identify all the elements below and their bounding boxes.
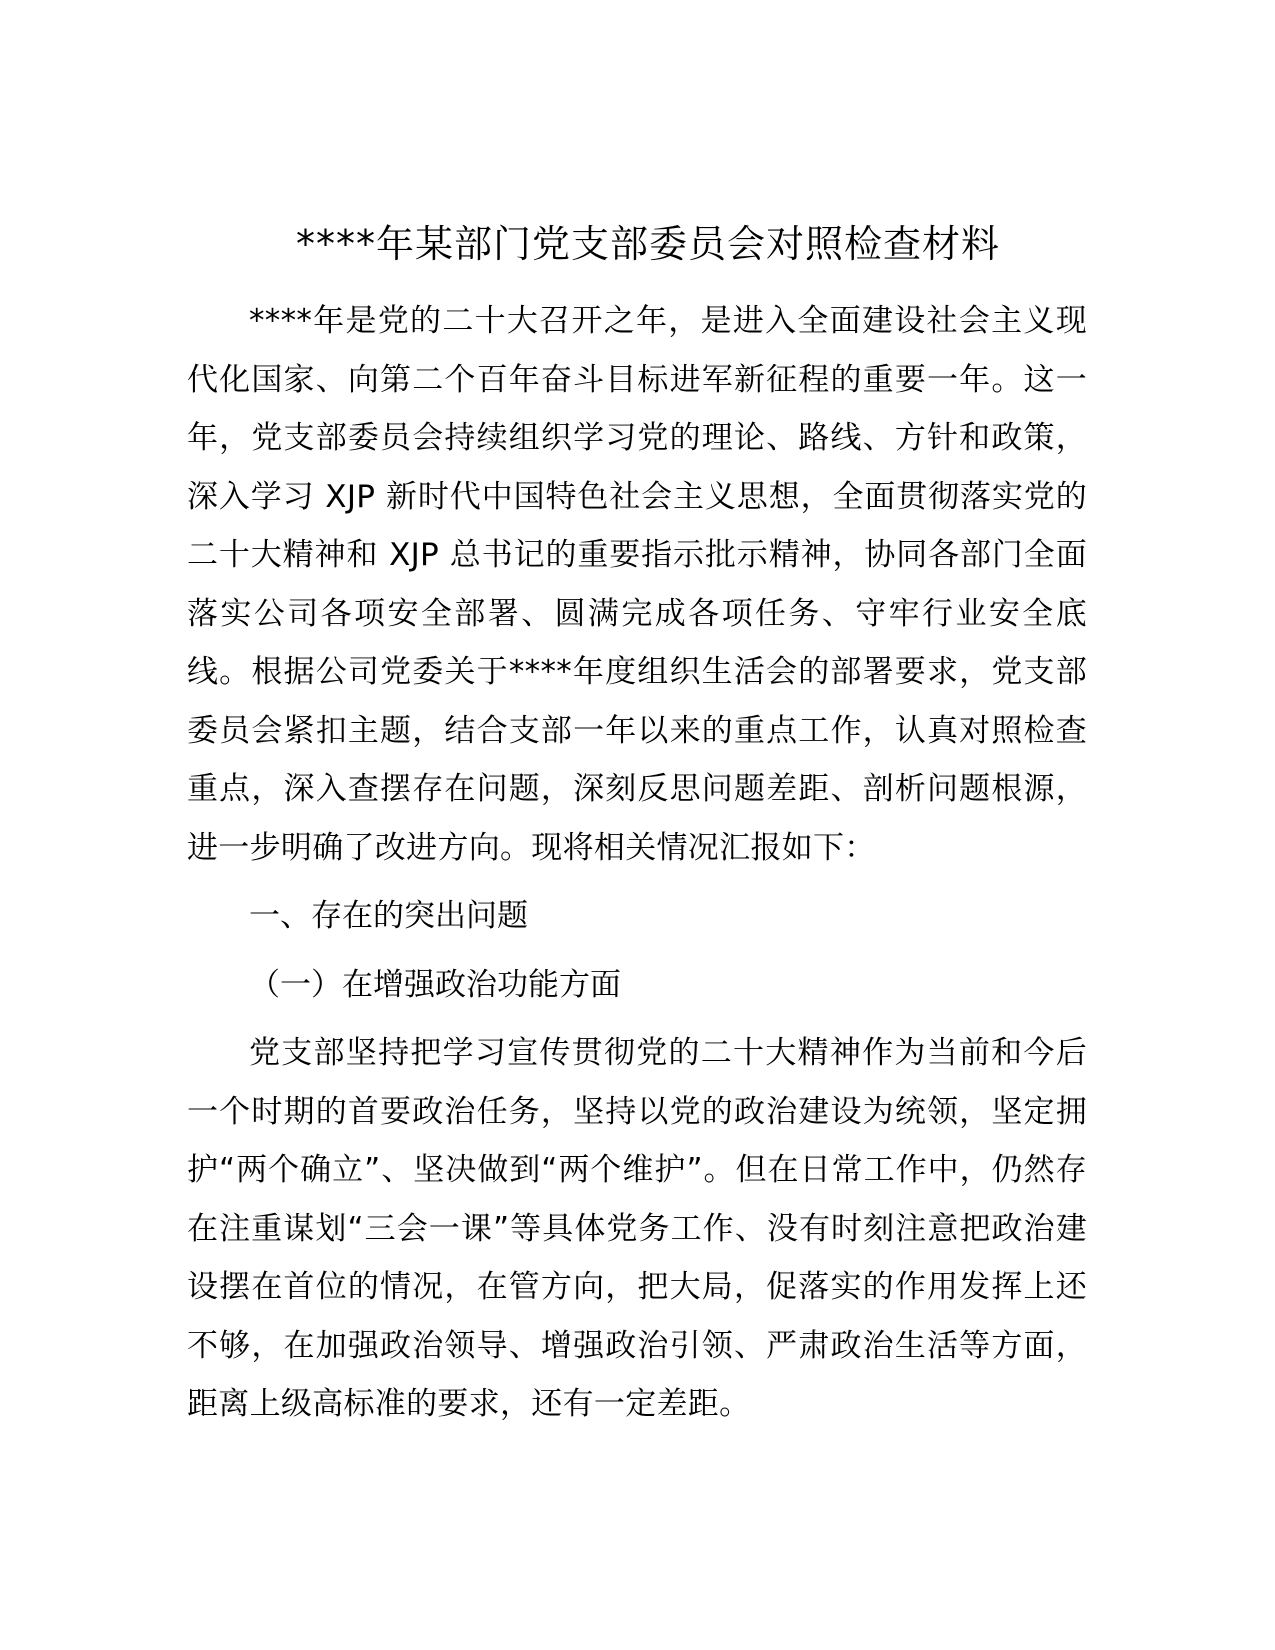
subsection-heading: （一）在增强政治功能方面 bbox=[249, 966, 621, 1003]
subsection-paragraph: 党支部坚持把学习宣传贯彻党的二十大精神作为当前和今后一个时期的首要政治任务，坚持以党的政治建设为统领，坚定拥护“两个确立”、坚决做到“两个维护”。但在日常工作中，仍然存在注重谋划“三会一课”等具体党务工作、没有时刻注意把政治建设摆在首位的情况，在管方向，把大局，促落实的作用发挥上还不够，在加强政治领导、增强政治引领、严肃政治生活等方面，距离上级高标准的要求，还有一定差距。 bbox=[187, 1035, 1087, 1422]
section-heading: 一、存在的突出问题 bbox=[249, 898, 528, 934]
document-page bbox=[187, 216, 1087, 1434]
intro-paragraph: ****年是党的二十大召开之年，是进入全面建设社会主义现代化国家、向第二个百年奋斗目标进军新征程的重要一年。这一年，党支部委员会持续组织学习党的理论、路线、方针和政策，深入学习 XJP 新时代中国特色社会主义思想，全面贯彻落实党的二十大精神和 XJP 总书记的重要指示批示精神，协同各部门全面落实公司各项安全部署、圆满完成各项任务、守牢行业安全底线。根据公司党委关于****年度组织生活会的部署要求，党支部委员会紧扣主题，结合支部一年以来的重点工作，认真对照检查重点，深入查摆存在问题，深刻反思问题差距、剖析问题根源，进一步明确了改进方向。现将相关情况汇报如下： bbox=[187, 303, 1087, 866]
document-title: ****年某部门党支部委员会对照检查材料 bbox=[295, 222, 1000, 266]
